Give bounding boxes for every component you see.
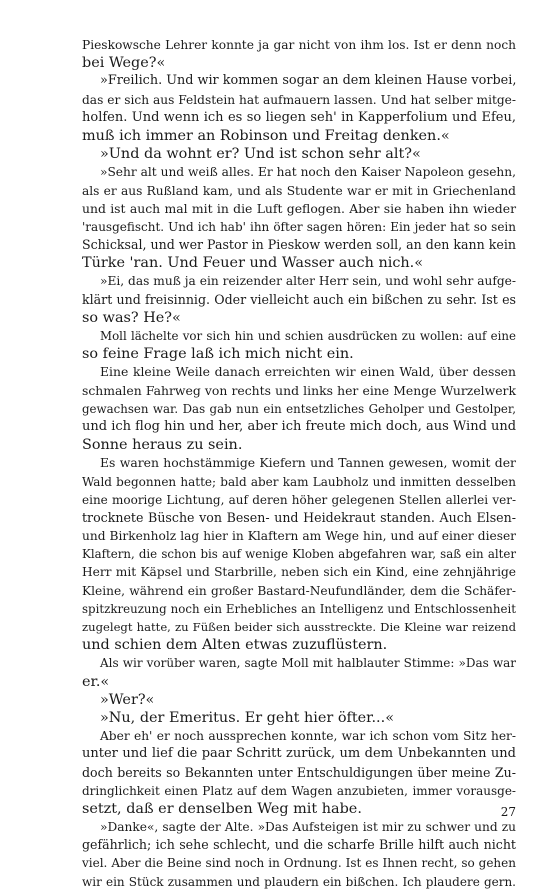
text-line: Wald begonnen hatte; bald aber kam Laubholz und inmitten desselben [82, 474, 516, 489]
text-line: doch bereits so Bekannten unter Entschuldigungen über meine Zu- [82, 764, 516, 780]
text-line: so feine Frage laß ich mich nicht ein. [82, 346, 354, 363]
text-line: zugelegt hatte, zu Füßen beider sich ausstreckte. Die Kleine war reizend [82, 620, 516, 634]
text-line: wir ein Stück zusammen und plaudern ein bißchen. Ich plaudere gern. [82, 874, 516, 889]
text-line: und Birkenholz lag hier in Klaftern am Wege hin, und auf einer dieser [82, 529, 516, 544]
text-line: setzt, daß er denselben Weg mit habe. [82, 800, 362, 817]
text-line: Moll lächelte vor sich hin und schien ausdrücken zu wollen: auf eine [100, 329, 516, 343]
text-line: Herr mit Käpsel und Starbrille, neben sich ein Kind, eine zehnjährige [82, 565, 516, 580]
text-line: Türke 'ran. Und Feuer und Wasser auch nich.« [82, 255, 424, 272]
text-line: »Ei, das muß ja ein reizender alter Herr sein, und wohl sehr aufge- [100, 274, 516, 289]
text-line: unter und lief die paar Schritt zurück, um dem Unbekannten und [82, 746, 516, 762]
text-line: und ist auch mal mit in die Luft geflogen. Aber sie haben ihn wieder [82, 200, 516, 216]
text-line: als er aus Rußland kam, und als Studente war er mit in Griechenland [82, 183, 516, 198]
text-line: »Sehr alt und weiß alles. Er hat noch den Kaiser Napoleon gesehn, [100, 165, 516, 180]
text-line: »Danke«, sagte der Alte. »Das Aufsteigen ist mir zu schwer und zu [100, 820, 516, 835]
text-line: dringlichkeit einen Platz auf dem Wagen anzubieten, immer vorausge- [82, 783, 516, 798]
text-line: Sonne heraus zu sein. [82, 437, 243, 454]
text-line: Schicksal, und wer Pastor in Pieskow werden soll, an den kann kein [82, 237, 516, 253]
text-line: gewachsen war. Das gab nun ein entsetzliches Geholper und Gestolper, [82, 401, 516, 416]
text-line: muß ich immer an Robinson und Freitag denken.« [82, 127, 450, 144]
text-line: er.« [82, 673, 110, 690]
text-line: Aber eh' er noch aussprechen konnte, war ich schon vom Sitz her- [100, 729, 516, 744]
text-line: Als wir vorüber waren, sagte Moll mit halblauter Stimme: »Das war [100, 656, 516, 671]
text-line: eine moorige Lichtung, auf deren höher gelegenen Stellen allerlei ver- [82, 492, 516, 507]
text-line: das er sich aus Feldstein hat aufmauern lassen. Und hat selber mitge- [82, 92, 516, 107]
text-line: und schien dem Alten etwas zuzuflüstern. [82, 637, 388, 654]
text-line: Es waren hochstämmige Kiefern und Tannen gewesen, womit der [100, 455, 516, 471]
text-line: trocknete Büsche von Besen- und Heidekraut standen. Auch Elsen- [82, 509, 516, 525]
text-line: »Wer?« [100, 691, 155, 708]
text-line: schmalen Fahrweg von rechts und links her eine Menge Wurzelwerk [82, 382, 516, 398]
text-line: 'rausgefischt. Und ich hab' ihn öfter sagen hören: Ein jeder hat so sein [82, 219, 516, 234]
text-line: Pieskowsche Lehrer konnte ja gar nicht von ihm los. Ist er denn noch [82, 38, 516, 52]
text-line: spitzkreuzung noch ein Erhebliches an Intelligenz und Entschlossenheit [82, 601, 516, 616]
text-line: »Nu, der Emeritus. Er geht hier öfter...« [100, 709, 394, 726]
text-line: und ich flog hin und her, aber ich freute mich doch, aus Wind und [82, 418, 517, 434]
text-line: Kleine, während ein großer Bastard-Neufundländer, dem die Schäfer- [82, 583, 516, 598]
text-line: »Freilich. Und wir kommen sogar an dem kleinen Hause vorbei, [100, 73, 517, 89]
text-line: so was? He?« [82, 309, 181, 326]
text-line: bei Wege?« [82, 55, 166, 72]
text-line: klärt und freisinnig. Oder vielleicht auch ein bißchen zu sehr. Ist es [82, 291, 516, 307]
text-line: holfen. Und wenn ich es so liegen seh' in Kapperfolium und Efeu, [82, 109, 516, 125]
text-line: gefährlich; ich sehe schlecht, und die scharfe Brille hilft auch nicht [82, 837, 516, 853]
body-text [82, 36, 516, 891]
page-number: 27 [500, 805, 516, 819]
text-line: »Und da wohnt er? Und ist schon sehr alt?« [100, 146, 421, 163]
text-line: Klaftern, die schon bis auf wenige Kloben abgefahren war, saß ein alter [82, 547, 516, 562]
text-line: viel. Aber die Beine sind noch in Ordnung. Ist es Ihnen recht, so gehen [82, 856, 516, 871]
text-line: Eine kleine Weile danach erreichten wir einen Wald, über dessen [100, 364, 516, 380]
